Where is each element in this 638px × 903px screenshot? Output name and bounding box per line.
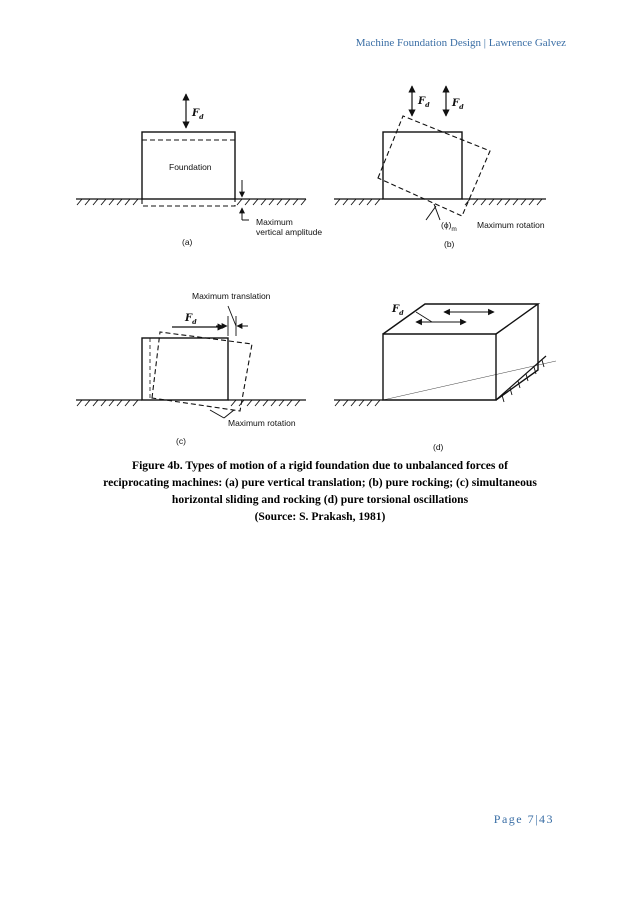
panel-c (76, 291, 306, 446)
caption-line-3: horizontal sliding and rocking (d) pure torsional oscillations (171, 493, 469, 506)
ground-hatch-a (77, 199, 306, 205)
force-symbol-a: $F_d$ (192, 108, 204, 121)
panel-letter-d: (d) (433, 442, 444, 452)
caption-line-1: Figure 4b. Types of motion of a rigid foundation due to unbalanced forces of (132, 459, 508, 472)
page-total: 43 (539, 812, 554, 826)
page-label: Page (493, 812, 524, 826)
force-symbol-c: $F_d$ (185, 313, 197, 326)
figure-drawing (76, 80, 566, 455)
foundation-block-b (383, 132, 462, 199)
caption-line-4: (Source: S. Prakash, 1981) (254, 510, 386, 523)
panel-letter-c: (c) (176, 436, 186, 446)
running-header (356, 37, 566, 49)
foundation-label: Foundation (169, 162, 212, 172)
caption-line-2: reciprocating machines: (a) pure vertical translation; (b) pure rocking; (c) simultaneous (103, 476, 537, 489)
ground-hatch-d (335, 400, 380, 406)
rotation-symbol-b: $(\phi)_m$ (441, 220, 457, 233)
foundation-motion-figure (76, 80, 566, 455)
panel-b (334, 86, 546, 249)
foundation-block-d (383, 304, 538, 400)
panel-d (334, 304, 556, 452)
page-footer: Page 7|43 (493, 812, 554, 826)
page-current: 7 (527, 812, 536, 826)
ground-hatch-c (77, 400, 300, 406)
figure-caption (70, 457, 570, 525)
force-symbol-b2: $F_d$ (452, 98, 464, 111)
rotation-callout-c: Maximum rotation (228, 418, 296, 428)
panel-letter-a: (a) (182, 237, 193, 247)
amplitude-callout-1: Maximum (256, 217, 293, 227)
rotation-callout-b: Maximum rotation (477, 220, 545, 230)
force-symbol-b1: $F_d$ (418, 96, 430, 109)
force-symbol-d: $F_d$ (392, 304, 404, 317)
amplitude-callout-2: vertical amplitude (256, 227, 323, 237)
panel-letter-b: (b) (444, 239, 455, 249)
panel-a (76, 94, 322, 247)
translation-callout-c: Maximum translation (192, 291, 271, 301)
ground-hatch-b (335, 199, 542, 205)
running-title: Machine Foundation Design | Lawrence Galvez (355, 37, 566, 49)
foundation-block-c (142, 338, 228, 400)
